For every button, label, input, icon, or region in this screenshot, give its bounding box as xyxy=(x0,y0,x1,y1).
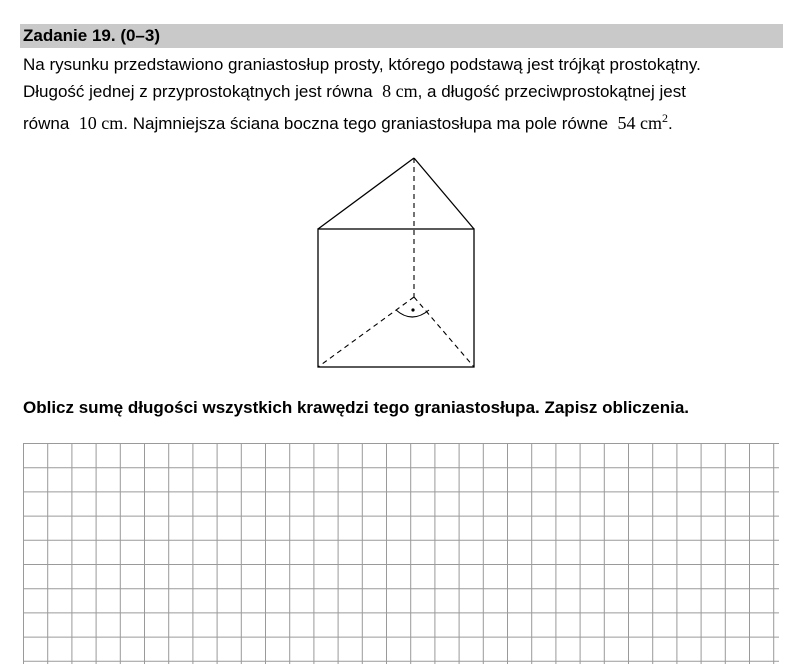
prism-drawing xyxy=(310,152,480,372)
problem-text: . Najmniejsza ściana boczna tego graniastosłupa ma pole równe xyxy=(123,114,609,133)
task-title: Zadanie 19. (0–3) xyxy=(23,26,161,45)
problem-text: Długość jednej z przyprostokątnych jest równa xyxy=(23,82,373,101)
prism-front-face xyxy=(318,229,474,367)
problem-text: . xyxy=(668,114,673,133)
right-angle-dot xyxy=(411,308,414,311)
prism-hidden-base-edge-right xyxy=(414,297,474,367)
instruction-text: Oblicz sumę długości wszystkich krawędzi tego graniastosłupa. Zapisz obliczenia. xyxy=(23,398,690,417)
prism-top-edge-left xyxy=(318,158,414,229)
task-header xyxy=(20,24,783,48)
prism-top-edge-right xyxy=(414,158,474,229)
area-number: 54 cm xyxy=(617,113,662,133)
problem-text: równa xyxy=(23,114,70,133)
area-exponent: 2 xyxy=(662,111,668,125)
problem-line-1: Na rysunku przedstawiono graniastosłup prosty, którego podstawą jest trójkąt prostokątny. xyxy=(23,55,701,74)
prism-hidden-base-edge-left xyxy=(318,297,414,367)
problem-line-2 xyxy=(23,78,783,105)
leg-length-value: 8 cm xyxy=(382,81,418,101)
problem-line-3 xyxy=(23,105,783,137)
problem-statement xyxy=(23,51,783,137)
problem-text: , a długość przeciwprostokątnej jest xyxy=(417,82,686,101)
area-value xyxy=(618,113,669,133)
answer-grid[interactable] xyxy=(23,443,781,664)
hypotenuse-value: 10 cm xyxy=(78,113,124,133)
prism-figure xyxy=(310,152,480,377)
